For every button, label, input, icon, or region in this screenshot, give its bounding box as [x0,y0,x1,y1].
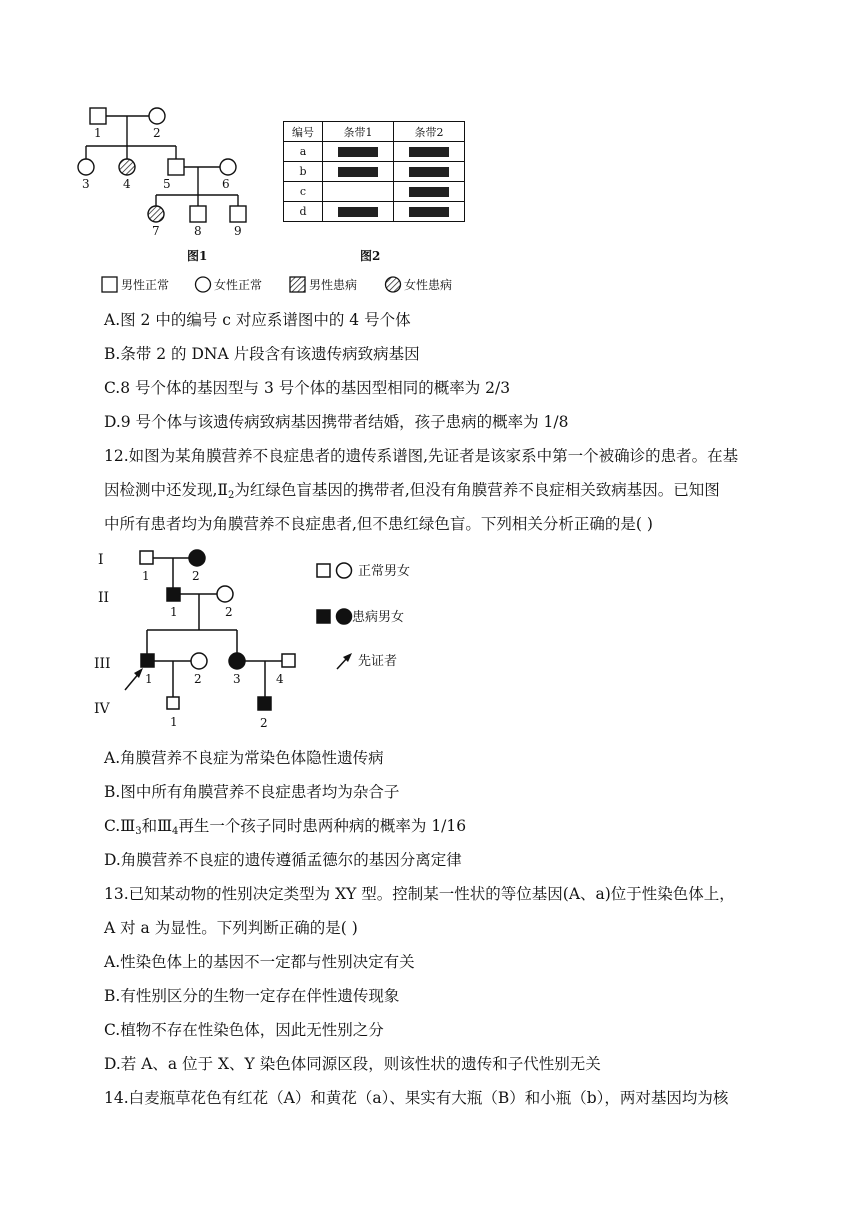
legend-proband: 先证者 [358,654,398,669]
generation-label-4: IV [94,701,110,717]
pedigree-number-5: 5 [163,177,171,191]
band-mark [338,147,378,157]
q13-stem-line1: 13.已知某动物的性别决定类型为 XY 型。控制某一性状的等位基因(A、a)位于性染色体上， [104,885,735,903]
legend-female-affected: 女性患病 [404,278,453,292]
figure1-legend [100,274,480,296]
table-row-id: c [284,182,323,202]
legend-male-normal-icon [102,277,117,292]
q12-stem-line1: 12.如图为某角膜营养不良症患者的遗传系谱图,先证者是该家系中第一个被确诊的患者。在基 [104,447,739,465]
table-header-band2: 条带2 [394,122,465,142]
ped-III-2 [191,653,207,669]
q11-option-a: A.图 2 中的编号 c 对应系谱图中的 4 号个体 [104,311,411,329]
ped-III-3 [229,653,245,669]
ped-III-4 [282,654,295,667]
legend-male-normal: 男性正常 [121,278,170,292]
q12-option-a: A.角膜营养不良症为常染色体隐性遗传病 [104,749,384,767]
q14-stem-line1: 14.白麦瓶草花色有红花（A）和黄花（a）、果实有大瓶（B）和小瓶（b），两对基因均为核 [104,1089,729,1107]
table-row-id: a [284,142,323,162]
pedigree-female-2 [149,108,165,124]
pedigree-number-4: 4 [123,177,131,191]
pedigree-number-8: 8 [194,224,202,238]
figure1-caption: 图1 [187,249,208,263]
ped-num: 1 [145,672,153,686]
q11-option-d: D.9 号个体与该遗传病致病基因携带者结婚，孩子患病的概率为 1/8 [104,413,569,431]
figure2-band-table [283,121,465,222]
pedigree-male-9 [230,206,246,222]
q12-option-d: D.角膜营养不良症的遗传遵循孟德尔的基因分离定律 [104,851,462,869]
ped-num: 1 [170,605,178,619]
pedigree-male-5 [168,159,184,175]
q11-option-b: B.条带 2 的 DNA 片段含有该遗传病致病基因 [104,345,420,363]
pedigree-female-7 [148,206,164,222]
legend-normal-female-icon [337,563,352,578]
table-header-band1: 条带1 [323,122,394,142]
legend-normal: 正常男女 [358,564,411,579]
ped-num: 3 [233,672,241,686]
band-mark [409,167,449,177]
q12-stem-line3: 中所有患者均为角膜营养不良症患者,但不患红绿色盲。下列相关分析正确的是( ) [104,515,653,533]
ped-II-1 [167,588,180,601]
legend-male-affected: 男性患病 [309,278,358,292]
pedigree-male-8 [190,206,206,222]
q12-option-c: $C.Ⅲ_3$和$Ⅲ_4$再生一个孩子同时患两种病的概率为 1/16 [104,817,467,837]
q13-option-c: C.植物不存在性染色体，因此无性别之分 [104,1021,384,1039]
figure2-caption: 图2 [360,249,381,263]
legend-affected-male-icon [317,610,330,623]
pedigree-male-1 [90,108,106,124]
ped-II-2 [217,586,233,602]
pedigree-female-4 [119,159,135,175]
legend-male-affected-icon [290,277,305,292]
generation-label-2: II [98,590,110,606]
ped-num: 4 [276,672,284,686]
ped-IV-2 [258,697,271,710]
ped-I-2 [189,550,205,566]
q12-legend [312,556,452,676]
q13-option-d: D.若 A、a 位于 X、Y 染色体同源区段，则该性状的遗传和子代性别无关 [104,1055,601,1073]
legend-normal-male-icon [317,564,330,577]
q12-option-b: B.图中所有角膜营养不良症患者均为杂合子 [104,783,400,801]
band-mark [409,147,449,157]
table-header-id: 编号 [284,122,323,142]
legend-female-normal-icon [196,277,211,292]
pedigree-female-3 [78,159,94,175]
ped-num: 2 [192,569,200,583]
ped-num: 2 [260,716,268,730]
q13-stem-line2: A 对 a 为显性。下列判断正确的是( ) [104,919,358,937]
pedigree-number-3: 3 [82,177,90,191]
pedigree-number-1: 1 [94,126,102,140]
q12-stem-line2: 因检测中还发现$,Ⅱ_2$为红绿色盲基因的携带者,但没有角膜营养不良症相关致病基因。已知图 [104,481,720,501]
q13-option-a: A.性染色体上的基因不一定都与性别决定有关 [104,953,415,971]
ped-III-1 [141,654,154,667]
band-mark [338,207,378,217]
q12-pedigree [85,544,315,736]
generation-label-1: I [98,552,104,568]
band-mark [409,207,449,217]
legend-affected: 患病男女 [352,610,405,625]
band-mark [338,167,378,177]
ped-num: 2 [225,605,233,619]
ped-IV-1 [167,697,179,709]
figure1-pedigree [70,100,270,260]
generation-label-3: III [94,656,111,672]
legend-affected-female-icon [337,609,352,624]
table-row-id: b [284,162,323,182]
pedigree-number-6: 6 [222,177,230,191]
table-row-id: d [284,202,323,222]
pedigree-female-6 [220,159,236,175]
ped-num: 1 [170,715,178,729]
ped-I-1 [140,551,153,564]
pedigree-number-2: 2 [153,126,161,140]
band-mark [409,187,449,197]
legend-female-normal: 女性正常 [214,278,263,292]
legend-female-affected-icon [386,277,401,292]
pedigree-number-7: 7 [152,224,160,238]
q13-option-b: B.有性别区分的生物一定存在伴性遗传现象 [104,987,400,1005]
ped-num: 1 [142,569,150,583]
q11-option-c: C.8 号个体的基因型与 3 号个体的基因型相同的概率为 2/3 [104,379,511,397]
ped-num: 2 [194,672,202,686]
pedigree-number-9: 9 [234,224,242,238]
